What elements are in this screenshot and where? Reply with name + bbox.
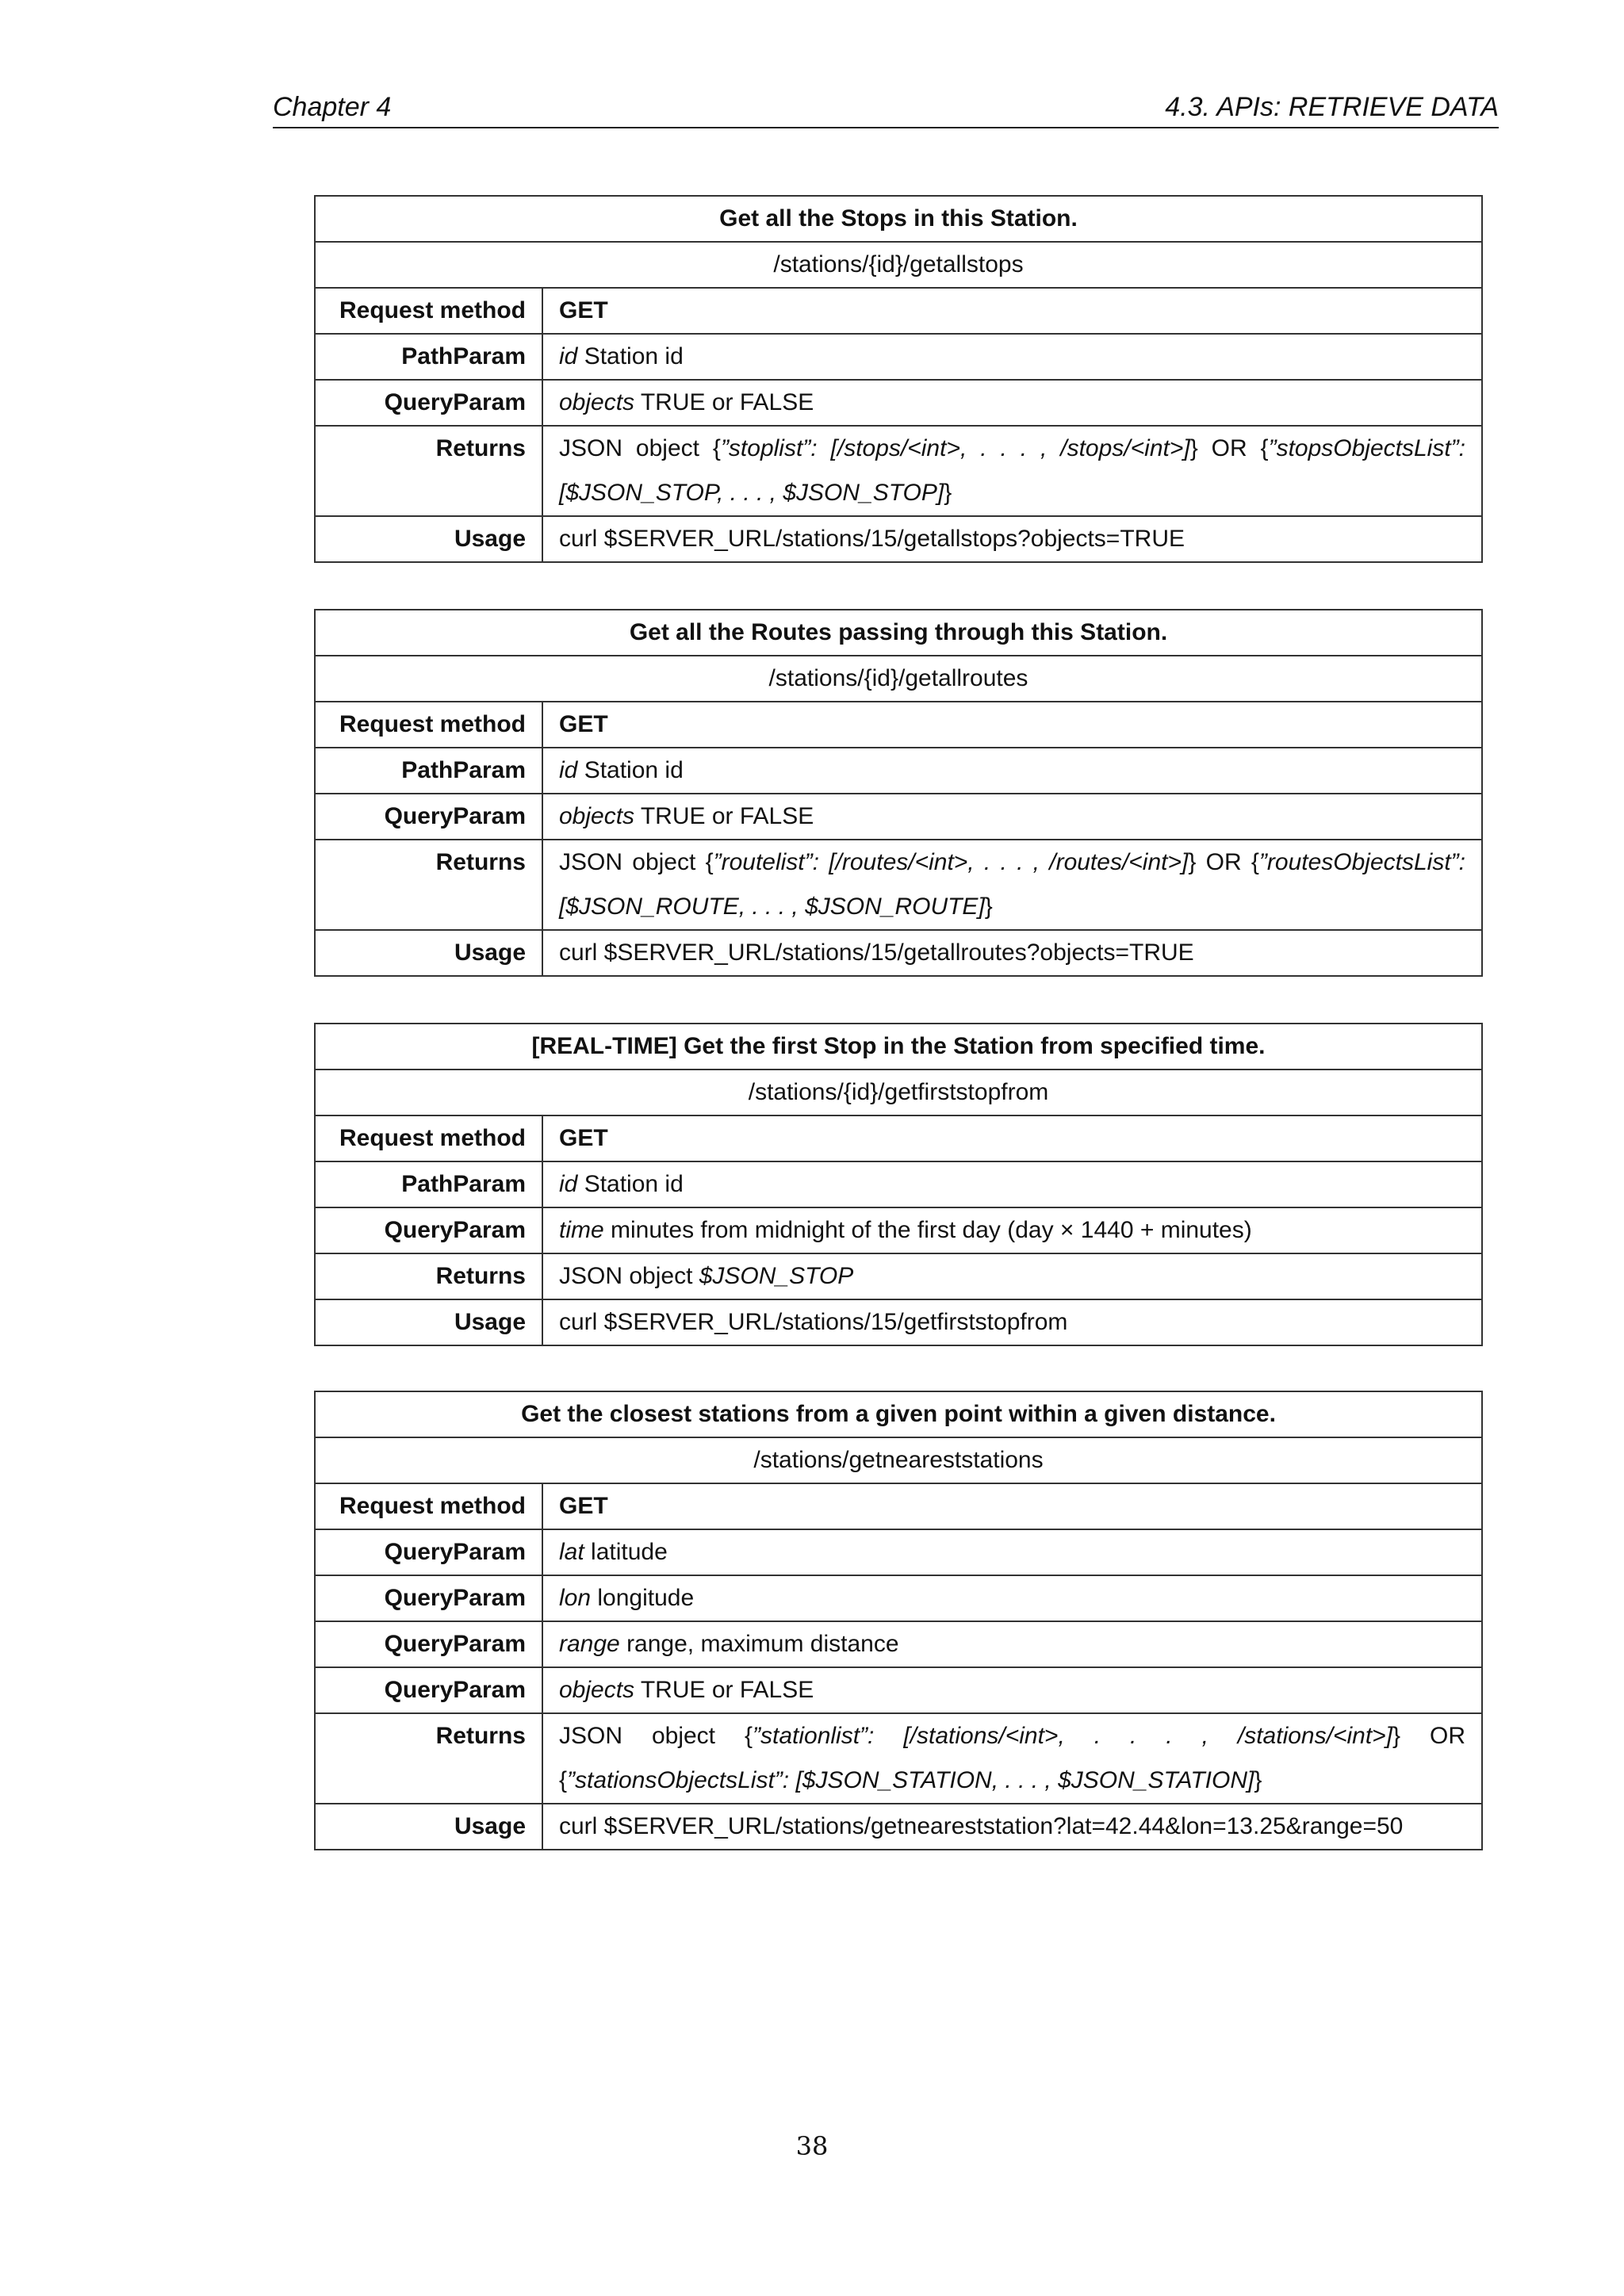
param-desc: TRUE or FALSE (634, 1677, 814, 1703)
returns-or: } OR { (1189, 435, 1269, 461)
table-title: Get all the Stops in this Station. (315, 196, 1482, 242)
label-path-param: PathParam (315, 1161, 542, 1207)
label-returns: Returns (315, 1253, 542, 1299)
label-query-param: QueryParam (315, 380, 542, 426)
param-desc: TRUE or FALSE (634, 389, 814, 415)
param-desc: Station id (577, 757, 684, 783)
returns-value (542, 1713, 1482, 1804)
endpoint-path: /stations/{id}/getfirststopfrom (315, 1070, 1482, 1115)
usage-value: curl $SERVER_URL/stations/15/getallroutes?objects=TRUE (542, 930, 1482, 976)
table-title: Get all the Routes passing through this Station. (315, 610, 1482, 656)
label-request-method: Request method (315, 702, 542, 748)
returns-list: ”stationlist”: [/stations/<int>, . . . , /stations/<int>] (753, 1723, 1393, 1749)
label-returns: Returns (315, 1713, 542, 1804)
table-title: [REAL-TIME] Get the first Stop in the Station from specified time. (315, 1024, 1482, 1070)
api-table-getneareststations (314, 1391, 1483, 1850)
api-table-getallroutes (314, 609, 1483, 977)
param-name: id (559, 757, 578, 783)
returns-or: } OR { (1188, 849, 1259, 875)
returns-value (542, 426, 1482, 516)
usage-value: curl $SERVER_URL/stations/15/getfirststopfrom (542, 1299, 1482, 1345)
returns-suffix: } (944, 480, 952, 506)
param-name: id (559, 1171, 578, 1197)
label-query-param: QueryParam (315, 1621, 542, 1667)
request-method-value: GET (542, 1483, 1482, 1529)
section-label: 4.3. APIs: RETRIEVE DATA (1165, 92, 1499, 122)
returns-prefix: JSON object { (559, 435, 721, 461)
table-title: Get the closest stations from a given point within a given distance. (315, 1391, 1482, 1437)
path-param-value (542, 334, 1482, 380)
label-query-param: QueryParam (315, 794, 542, 840)
param-name: lon (559, 1585, 592, 1611)
api-table-getfirststopfrom (314, 1023, 1483, 1346)
returns-prefix: JSON object { (559, 1723, 753, 1749)
param-name: objects (559, 389, 635, 415)
label-usage: Usage (315, 1299, 542, 1345)
returns-value (542, 840, 1482, 930)
param-name: time (559, 1217, 604, 1243)
returns-objects: ”routesObjectsList”: [$JSON_ROUTE, . . . , $JSON_ROUTE] (559, 849, 1465, 920)
query-param-value (542, 1207, 1482, 1253)
param-name: objects (559, 803, 635, 829)
returns-suffix: } (1254, 1767, 1262, 1793)
path-param-value (542, 1161, 1482, 1207)
request-method-value: GET (542, 288, 1482, 334)
endpoint-path: /stations/{id}/getallroutes (315, 656, 1482, 702)
returns-prefix: JSON object { (559, 849, 714, 875)
returns-objects: ”stationsObjectsList”: [$JSON_STATION, . . . , $JSON_STATION] (567, 1767, 1254, 1793)
param-name: range (559, 1631, 620, 1657)
label-usage: Usage (315, 1804, 542, 1850)
query-param-value (542, 1667, 1482, 1713)
label-query-param: QueryParam (315, 1207, 542, 1253)
label-returns: Returns (315, 426, 542, 516)
chapter-label: Chapter 4 (273, 92, 392, 122)
param-desc: latitude (584, 1539, 668, 1565)
returns-objects: ”stopsObjectsList”: [$JSON_STOP, . . . , $JSON_STOP] (559, 435, 1465, 506)
label-request-method: Request method (315, 288, 542, 334)
label-request-method: Request method (315, 1115, 542, 1161)
returns-or: } OR { (559, 1723, 1465, 1793)
request-method-value: GET (542, 1115, 1482, 1161)
label-path-param: PathParam (315, 334, 542, 380)
param-desc: TRUE or FALSE (634, 803, 814, 829)
endpoint-path: /stations/getneareststations (315, 1437, 1482, 1483)
query-param-value (542, 1529, 1482, 1575)
returns-type: $JSON_STOP (699, 1263, 854, 1289)
usage-value: curl $SERVER_URL/stations/getneareststation?lat=42.44&lon=13.25&range=50 (542, 1804, 1482, 1850)
label-usage: Usage (315, 516, 542, 562)
usage-value: curl $SERVER_URL/stations/15/getallstops?objects=TRUE (542, 516, 1482, 562)
param-name: id (559, 343, 578, 369)
label-usage: Usage (315, 930, 542, 976)
param-name: lat (559, 1539, 584, 1565)
returns-suffix: } (984, 894, 993, 920)
returns-value (542, 1253, 1482, 1299)
param-desc: longitude (591, 1585, 695, 1611)
param-desc: minutes from midnight of the first day (day × 1440 + minutes) (603, 1217, 1252, 1243)
query-param-value (542, 1575, 1482, 1621)
returns-list: ”stoplist”: [/stops/<int>, . . . , /stops/<int>] (720, 435, 1190, 461)
page-number: 38 (795, 2131, 829, 2161)
returns-list: ”routelist”: [/routes/<int>, . . . , /routes/<int>] (713, 849, 1189, 875)
label-request-method: Request method (315, 1483, 542, 1529)
param-desc: Station id (577, 1171, 684, 1197)
label-path-param: PathParam (315, 748, 542, 794)
returns-prefix: JSON object (559, 1263, 699, 1289)
endpoint-path: /stations/{id}/getallstops (315, 242, 1482, 288)
query-param-value (542, 1621, 1482, 1667)
label-query-param: QueryParam (315, 1575, 542, 1621)
path-param-value (542, 748, 1482, 794)
param-desc: range, maximum distance (619, 1631, 899, 1657)
query-param-value (542, 794, 1482, 840)
request-method-value: GET (542, 702, 1482, 748)
label-returns: Returns (315, 840, 542, 930)
api-table-getallstops (314, 195, 1483, 563)
param-name: objects (559, 1677, 635, 1703)
label-query-param: QueryParam (315, 1667, 542, 1713)
param-desc: Station id (577, 343, 684, 369)
running-header (273, 87, 1499, 128)
query-param-value (542, 380, 1482, 426)
label-query-param: QueryParam (315, 1529, 542, 1575)
